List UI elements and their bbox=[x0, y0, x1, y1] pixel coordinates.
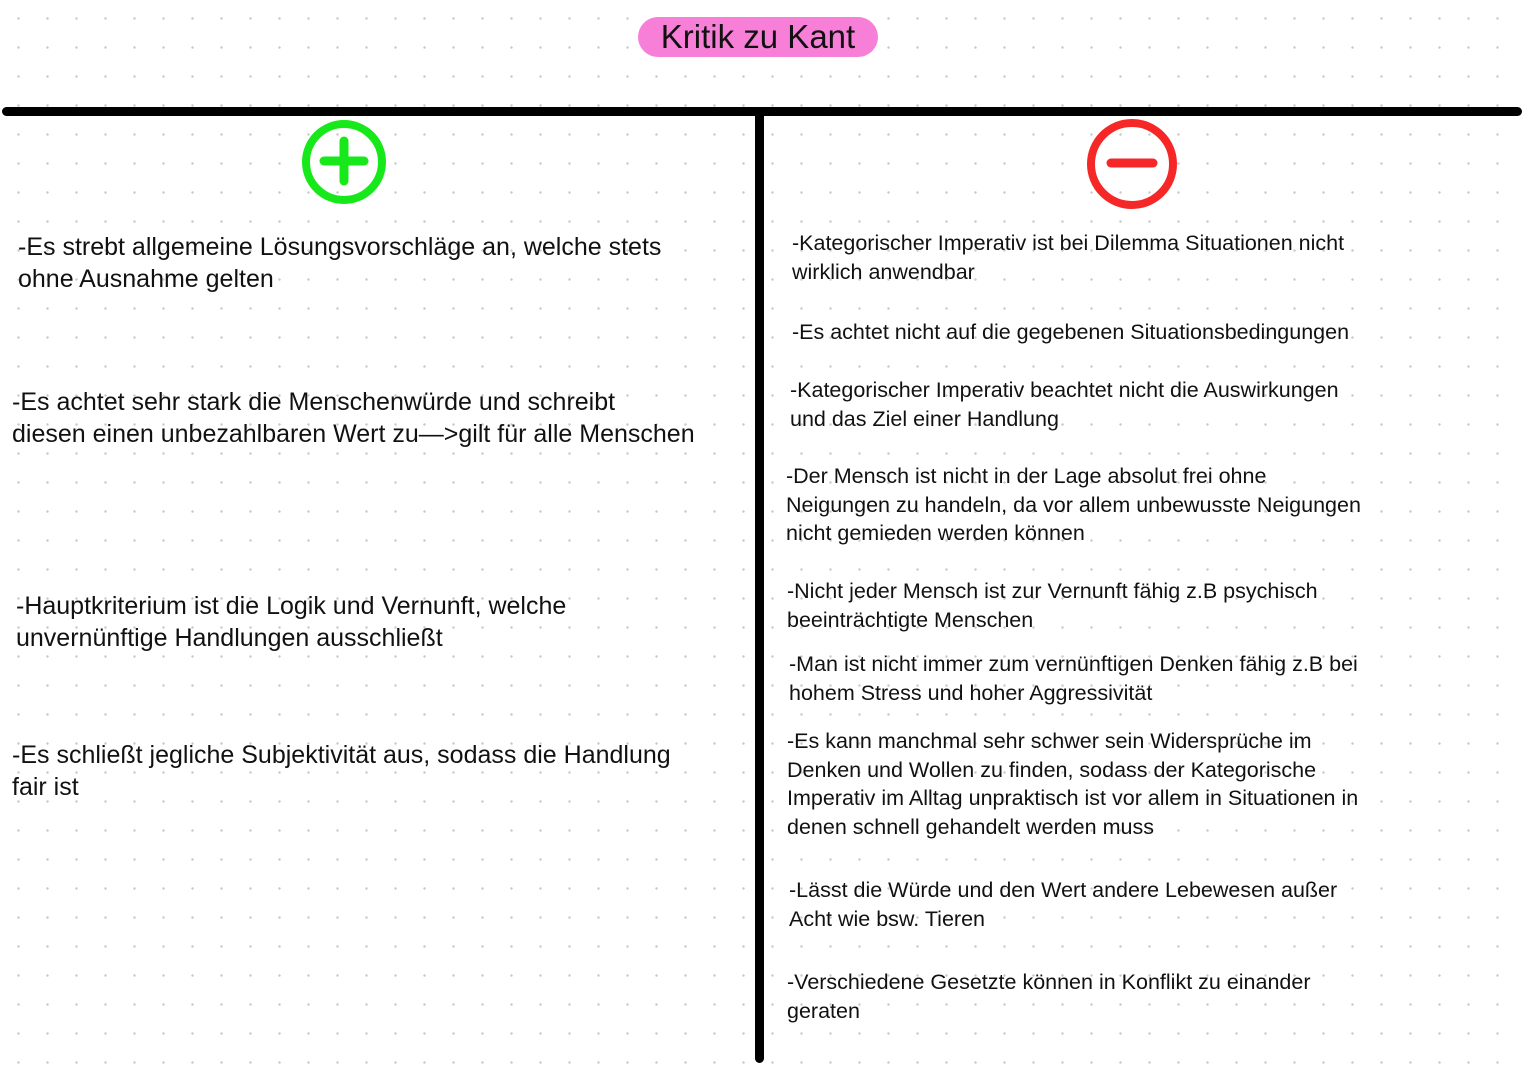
pro-item-4-line-2: fair ist bbox=[12, 773, 79, 801]
con-item-7-line-4: denen schnell gehandelt werden muss bbox=[787, 814, 1154, 839]
con-item-1-line-2: wirklich anwendbar bbox=[792, 259, 975, 284]
con-item-4-line-2: Neigungen zu handeln, da vor allem unbewusste Neigungen bbox=[786, 492, 1361, 517]
pro-item-3-line-1: -Hauptkriterium ist die Logik und Vernunft, welche bbox=[16, 592, 567, 620]
con-item-6 bbox=[789, 650, 1358, 707]
con-item-5-line-1: -Nicht jeder Mensch ist zur Vernunft fähig z.B psychisch bbox=[787, 579, 1318, 603]
con-item-5-line-2: beeinträchtigte Menschen bbox=[787, 607, 1034, 632]
con-item-6-line-1: -Man ist nicht immer zum vernünftigen Denken fähig z.B bei bbox=[789, 652, 1358, 676]
con-item-8-line-2: Acht wie bsw. Tieren bbox=[789, 906, 985, 931]
con-item-3-line-2: und das Ziel einer Handlung bbox=[790, 406, 1059, 431]
con-item-7-line-3: Imperativ im Alltag unpraktisch ist vor allem in Situationen in bbox=[787, 786, 1359, 811]
minus-circle-icon bbox=[1085, 117, 1179, 211]
con-item-1 bbox=[792, 229, 1344, 286]
con-item-2-line-1: -Es achtet nicht auf die gegebenen Situationsbedingungen bbox=[792, 320, 1350, 344]
pro-item-3-line-2: unvernünftige Handlungen ausschließt bbox=[16, 624, 443, 652]
con-item-9 bbox=[787, 968, 1311, 1025]
con-item-8-line-1: -Lässt die Würde und den Wert andere Lebewesen außer bbox=[789, 878, 1338, 902]
pro-item-2-line-2: diesen einen unbezahlbaren Wert zu—>gilt für alle Menschen bbox=[12, 420, 695, 448]
con-item-9-line-1: -Verschiedene Gesetzte können in Konflikt zu einander bbox=[787, 970, 1311, 994]
plus-circle-icon bbox=[300, 118, 388, 206]
con-item-7 bbox=[787, 727, 1358, 841]
con-item-4-line-3: nicht gemieden werden können bbox=[786, 521, 1085, 546]
con-item-4 bbox=[786, 462, 1361, 548]
con-item-1-line-1: -Kategorischer Imperativ ist bei Dilemma Situationen nicht bbox=[792, 231, 1345, 255]
page-title: Kritik zu Kant bbox=[638, 17, 878, 57]
pro-item-3 bbox=[16, 590, 566, 654]
pro-item-1-line-1: -Es strebt allgemeine Lösungsvorschläge an, welche stets bbox=[18, 233, 662, 261]
con-item-9-line-2: geraten bbox=[787, 998, 860, 1023]
vertical-divider bbox=[755, 112, 764, 1063]
con-item-3-line-1: -Kategorischer Imperativ beachtet nicht die Auswirkungen bbox=[790, 378, 1339, 402]
pro-item-2 bbox=[12, 386, 695, 450]
con-item-7-line-1: -Es kann manchmal sehr schwer sein Widersprüche im bbox=[787, 729, 1312, 753]
con-item-8 bbox=[789, 876, 1337, 933]
con-item-7-line-2: Denken und Wollen zu finden, sodass der Kategorische bbox=[787, 757, 1317, 782]
con-item-3 bbox=[790, 376, 1339, 433]
con-item-4-line-1: -Der Mensch ist nicht in der Lage absolut frei ohne bbox=[786, 464, 1267, 488]
pro-item-1 bbox=[18, 231, 661, 295]
pro-item-2-line-1: -Es achtet sehr stark die Menschenwürde und schreibt bbox=[12, 388, 616, 416]
pro-item-4-line-1: -Es schließt jegliche Subjektivität aus, sodass die Handlung bbox=[12, 741, 671, 769]
pro-item-1-line-2: ohne Ausnahme gelten bbox=[18, 265, 274, 293]
con-item-6-line-2: hohem Stress und hoher Aggressivität bbox=[789, 680, 1153, 705]
pro-item-4 bbox=[12, 739, 671, 803]
con-item-5 bbox=[787, 577, 1318, 634]
con-item-2 bbox=[792, 318, 1349, 347]
